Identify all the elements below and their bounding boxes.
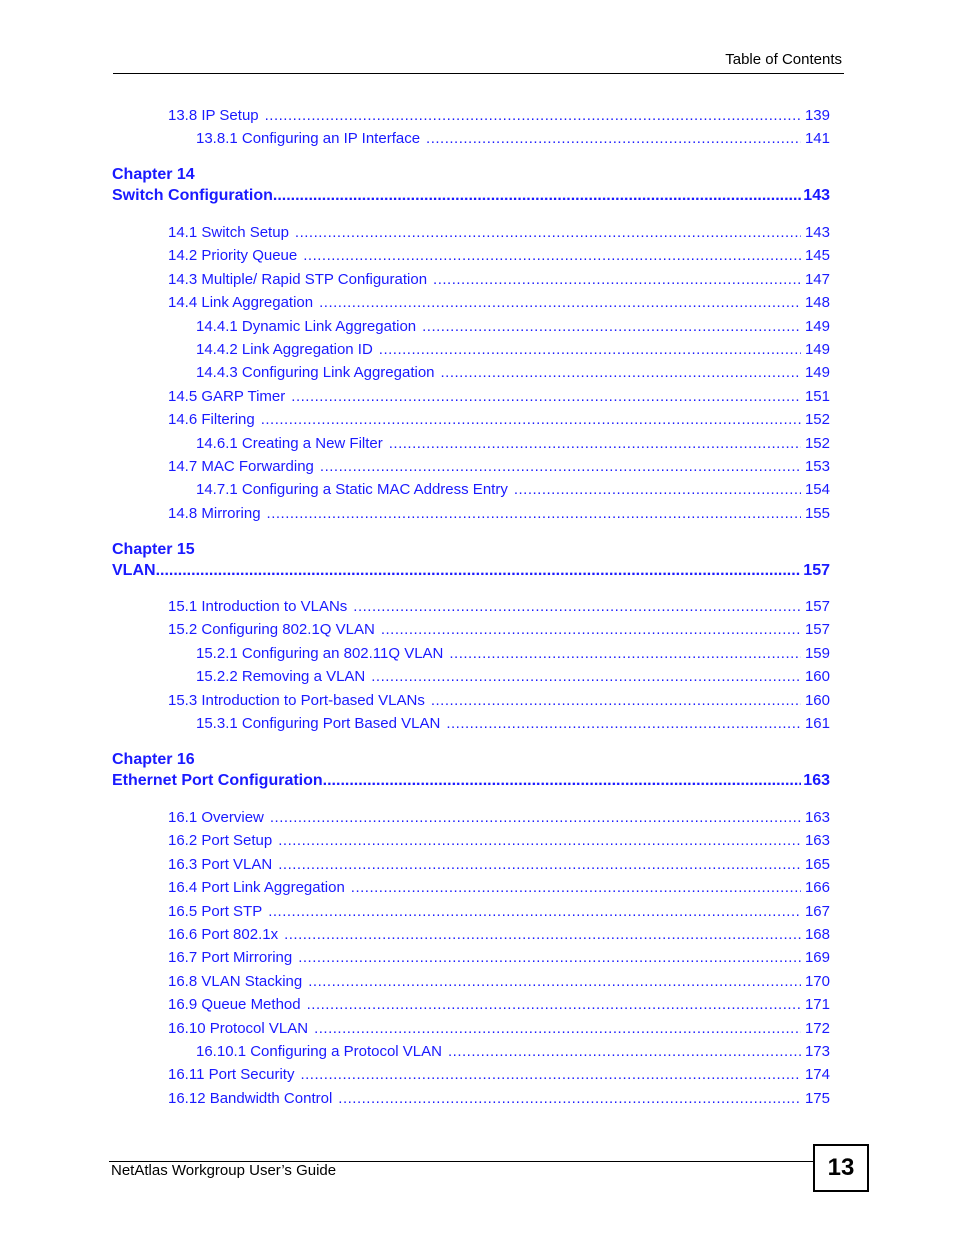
toc-entry-label: 14.6 Filtering <box>168 411 255 429</box>
dot-leader <box>426 130 801 147</box>
toc-entry-page: 170 <box>804 972 830 990</box>
dot-leader <box>314 1020 801 1037</box>
chapter-title: Switch Configuration <box>112 187 273 204</box>
dot-leader <box>353 598 801 615</box>
chapter-heading: Chapter 16 <box>112 751 195 768</box>
toc-entry[interactable] <box>168 505 830 522</box>
toc-entry-page: 175 <box>804 1089 830 1107</box>
toc-entry-label: 16.4 Port Link Aggregation <box>168 879 345 897</box>
toc-entry-page: 149 <box>804 317 830 335</box>
toc-entry-label: 16.3 Port VLAN <box>168 855 273 873</box>
dot-leader <box>422 318 801 335</box>
toc-entry[interactable] <box>168 809 830 826</box>
toc-entry-label: 14.8 Mirroring <box>168 504 261 522</box>
toc-entry-label: 14.7.1 Configuring a Static MAC Address Entry <box>196 481 508 499</box>
toc-entry-label: 14.3 Multiple/ Rapid STP Configuration <box>168 270 428 288</box>
dot-leader <box>261 411 801 428</box>
toc-entry[interactable] <box>168 458 830 475</box>
toc-entry-label: 16.7 Port Mirroring <box>168 949 293 967</box>
toc-entry-label: 16.9 Queue Method <box>168 996 301 1014</box>
toc-entry-page: 157 <box>804 621 830 639</box>
toc-entry-page: 163 <box>804 809 830 826</box>
toc-entry[interactable] <box>168 832 830 849</box>
toc-entry-page: 154 <box>804 481 830 499</box>
toc-entry-page: 167 <box>804 902 830 920</box>
toc-entry[interactable] <box>168 903 830 920</box>
toc-entry[interactable] <box>168 1020 830 1037</box>
toc-entry-label: 16.8 VLAN Stacking <box>168 972 303 990</box>
toc-entry-page: 143 <box>804 224 830 241</box>
chapter-page: 157 <box>803 562 830 579</box>
toc-entry-label: 14.1 Switch Setup <box>168 224 289 241</box>
toc-entry-page: 139 <box>804 107 830 124</box>
dot-leader <box>381 621 801 638</box>
dot-leader <box>323 772 802 790</box>
toc-entry-label: 15.3.1 Configuring Port Based VLAN <box>196 715 441 732</box>
dot-leader <box>300 1066 801 1083</box>
dot-leader <box>156 562 802 580</box>
chapter-page: 163 <box>803 772 830 789</box>
chapter-heading: Chapter 14 <box>112 166 195 183</box>
toc-entry[interactable] <box>168 949 830 966</box>
toc-entry[interactable] <box>168 247 830 264</box>
toc-entry-page: 152 <box>804 411 830 429</box>
dot-leader <box>298 949 801 966</box>
toc-entry-page: 165 <box>804 855 830 873</box>
chapter-page: 143 <box>803 187 830 204</box>
toc-entry-page: 166 <box>804 879 830 897</box>
toc-entry-label: 16.12 Bandwidth Control <box>168 1089 333 1107</box>
dot-leader <box>514 481 801 498</box>
dot-leader <box>284 926 801 943</box>
toc-entry-label: 14.4 Link Aggregation <box>168 294 314 312</box>
dot-leader <box>268 903 801 920</box>
toc-entry-label: 14.4.3 Configuring Link Aggregation <box>196 364 435 382</box>
page-header-title: Table of Contents <box>725 51 842 68</box>
toc-entry-label: 14.7 MAC Forwarding <box>168 458 314 475</box>
dot-leader <box>303 247 801 264</box>
chapter-heading: Chapter 15 <box>112 541 195 558</box>
chapter-title-link[interactable] <box>112 562 830 580</box>
toc-entry[interactable] <box>168 388 830 405</box>
chapter-title: Ethernet Port Configuration <box>112 772 323 789</box>
toc-entry-page: 168 <box>804 926 830 943</box>
toc-entry-page: 160 <box>804 668 830 686</box>
dot-leader <box>278 832 801 849</box>
toc-entry-page: 157 <box>804 598 830 615</box>
toc-entry-page: 152 <box>804 434 830 452</box>
toc-entry-page: 161 <box>804 715 830 732</box>
toc-entry-label: 15.1 Introduction to VLANs <box>168 598 348 615</box>
toc-entry[interactable] <box>196 435 830 452</box>
toc-entry-label: 14.2 Priority Queue <box>168 247 298 265</box>
toc-entry-label: 13.8 IP Setup <box>168 107 259 124</box>
dot-leader <box>449 645 801 662</box>
dot-leader <box>371 668 801 685</box>
toc-entry[interactable] <box>168 692 830 709</box>
chapter-title-link[interactable] <box>112 187 830 205</box>
toc-entry[interactable] <box>196 668 830 685</box>
dot-leader <box>338 1090 801 1107</box>
toc-entry[interactable] <box>168 856 830 873</box>
toc-entry-label: 16.5 Port STP <box>168 902 263 920</box>
toc-entry[interactable] <box>168 224 830 241</box>
toc-entry[interactable] <box>168 598 830 615</box>
toc-entry-label: 15.3 Introduction to Port-based VLANs <box>168 691 425 709</box>
dot-leader <box>389 435 801 452</box>
toc-entry-label: 16.10.1 Configuring a Protocol VLAN <box>196 1043 442 1060</box>
toc-entry-label: 14.4.1 Dynamic Link Aggregation <box>196 317 417 335</box>
dot-leader <box>441 364 801 381</box>
toc-entry-page: 149 <box>804 364 830 382</box>
footer-guide-title: NetAtlas Workgroup User’s Guide <box>111 1162 337 1179</box>
toc-entry-page: 151 <box>804 387 830 405</box>
dot-leader <box>307 996 801 1013</box>
toc-entry[interactable] <box>168 1090 830 1107</box>
toc-entry-label: 15.2.2 Removing a VLAN <box>196 668 366 686</box>
toc-entry-page: 147 <box>804 270 830 288</box>
toc-entry[interactable] <box>196 318 830 335</box>
toc-entry-page: 174 <box>804 1066 830 1084</box>
toc-entry-page: 148 <box>804 294 830 312</box>
toc-entry[interactable] <box>168 271 830 288</box>
toc-entry[interactable] <box>168 996 830 1013</box>
toc-entry[interactable] <box>168 926 830 943</box>
page-number-box <box>813 1144 869 1192</box>
dot-leader <box>273 187 801 205</box>
toc-entry[interactable] <box>168 107 830 124</box>
page-number: 13 <box>827 1154 855 1181</box>
dot-leader <box>448 1043 801 1060</box>
header-rule <box>113 73 844 74</box>
dot-leader <box>379 341 801 358</box>
toc-entry-page: 149 <box>804 341 830 358</box>
toc-entry[interactable] <box>196 715 830 732</box>
toc-entry[interactable] <box>196 364 830 381</box>
toc-entry-page: 173 <box>804 1043 830 1060</box>
toc-entry-page: 171 <box>804 996 830 1014</box>
toc-entry-label: 16.11 Port Security <box>168 1066 295 1084</box>
toc-entry-label: 15.2 Configuring 802.1Q VLAN <box>168 621 375 639</box>
dot-leader <box>291 388 801 405</box>
toc-entry-page: 159 <box>804 644 830 662</box>
toc-entry-page: 155 <box>804 504 830 522</box>
dot-leader <box>308 973 801 990</box>
toc-entry-page: 153 <box>804 458 830 475</box>
toc-entry-label: 15.2.1 Configuring an 802.11Q VLAN <box>196 644 444 662</box>
dot-leader <box>295 224 801 241</box>
dot-leader <box>267 505 801 522</box>
dot-leader <box>351 879 801 896</box>
dot-leader <box>433 271 801 288</box>
toc-entry-page: 160 <box>804 691 830 709</box>
dot-leader <box>319 294 801 311</box>
toc-entry-label: 16.6 Port 802.1x <box>168 926 279 943</box>
toc-entry-label: 14.5 GARP Timer <box>168 387 286 405</box>
toc-entry[interactable] <box>196 1043 830 1060</box>
toc-entry-label: 16.10 Protocol VLAN <box>168 1019 309 1037</box>
toc-entry-page: 163 <box>804 832 830 850</box>
toc-entry[interactable] <box>168 879 830 896</box>
toc-entry-label: 16.2 Port Setup <box>168 832 273 850</box>
toc-entry[interactable] <box>168 1066 830 1083</box>
toc-entry[interactable] <box>196 481 830 498</box>
dot-leader <box>265 107 801 124</box>
toc-entry[interactable] <box>168 294 830 311</box>
toc-entry[interactable] <box>168 411 830 428</box>
toc-entry-page: 169 <box>804 949 830 967</box>
toc-entry-page: 145 <box>804 247 830 265</box>
dot-leader <box>431 692 801 709</box>
chapter-title: VLAN <box>112 562 156 579</box>
toc-entry-label: 14.4.2 Link Aggregation ID <box>196 341 373 358</box>
toc-entry[interactable] <box>196 130 830 147</box>
chapter-title-link[interactable] <box>112 772 830 790</box>
toc-entry-label: 16.1 Overview <box>168 809 264 826</box>
dot-leader <box>446 715 801 732</box>
toc-entry[interactable] <box>196 645 830 662</box>
toc-entry[interactable] <box>168 973 830 990</box>
toc-entry[interactable] <box>196 341 830 358</box>
toc-entry-label: 13.8.1 Configuring an IP Interface <box>196 130 421 148</box>
toc-entry-page: 141 <box>804 130 830 148</box>
dot-leader <box>270 809 801 826</box>
dot-leader <box>278 856 801 873</box>
toc-entry[interactable] <box>168 621 830 638</box>
dot-leader <box>320 458 801 475</box>
toc-entry-label: 14.6.1 Creating a New Filter <box>196 434 383 452</box>
toc-entry-page: 172 <box>804 1019 830 1037</box>
